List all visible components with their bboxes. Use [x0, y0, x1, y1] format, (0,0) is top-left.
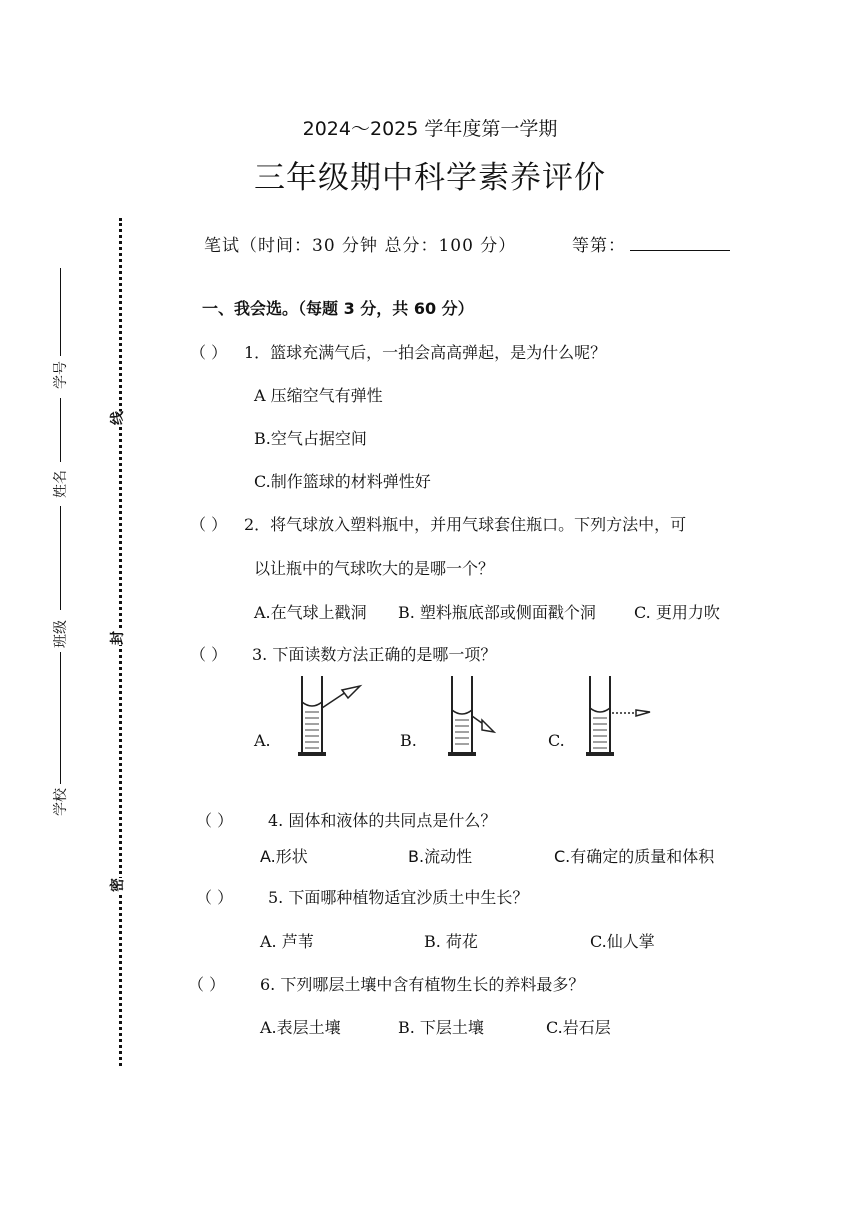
q1-option-a[interactable]: A 压缩空气有弹性 — [254, 386, 383, 405]
seal-char-feng: 封 — [105, 631, 129, 645]
cylinder-figure-c — [584, 670, 664, 760]
class-blank[interactable] — [60, 506, 61, 610]
q2-option-a[interactable]: A.在气球上戳洞 — [254, 603, 367, 622]
answer-paren-q3[interactable]: （ ） — [190, 645, 228, 664]
term-title: 2024～2025 学年度第一学期 — [302, 118, 558, 140]
q6-option-a[interactable]: A.表层土壤 — [260, 1018, 341, 1037]
student-id-label: 学号 — [53, 361, 69, 389]
q5-option-a[interactable]: A. 芦苇 — [260, 932, 314, 951]
seal-char-mi: 密 — [105, 878, 129, 892]
q2-option-c[interactable]: C. 更用力吹 — [634, 603, 720, 622]
school-blank[interactable] — [60, 652, 61, 784]
q3-option-a[interactable]: A. — [254, 731, 271, 750]
cylinder-figure-a — [296, 670, 366, 760]
name-label: 姓名 — [53, 470, 69, 498]
answer-paren-q5[interactable]: （ ） — [196, 888, 234, 907]
question-5-stem: 5. 下面哪种植物适宜沙质土中生长？ — [268, 888, 529, 907]
q6-option-c[interactable]: C.岩石层 — [546, 1018, 611, 1037]
answer-paren-q1[interactable]: （ ） — [190, 343, 228, 362]
question-4-stem: 4. 固体和液体的共同点是什么？ — [268, 811, 497, 830]
school-label: 学校 — [53, 788, 69, 816]
grade-blank[interactable] — [630, 250, 730, 251]
question-1-stem: 1．篮球充满气后，一拍会高高弹起，是为什么呢？ — [244, 343, 607, 362]
exam-title: 三年级期中科学素养评价 — [254, 160, 606, 196]
class-label: 班级 — [53, 620, 69, 648]
answer-paren-q4[interactable]: （ ） — [196, 811, 234, 830]
q4-option-a[interactable]: A.形状 — [260, 847, 308, 866]
grade-label: 等第： — [572, 236, 626, 256]
q4-option-b[interactable]: B.流动性 — [408, 847, 473, 866]
exam-info: 笔试（时间：30 分钟 总分：100 分） — [204, 236, 517, 256]
q3-option-b[interactable]: B. — [400, 731, 417, 750]
section-heading: 一、我会选。（每题 3 分，共 60 分） — [202, 299, 474, 318]
question-2-stem: 2．将气球放入塑料瓶中，并用气球套住瓶口。下列方法中，可 — [244, 515, 687, 534]
question-6-stem: 6. 下列哪层土壤中含有植物生长的养料最多？ — [260, 975, 585, 994]
q2-option-b[interactable]: B. 塑料瓶底部或侧面戳个洞 — [398, 603, 596, 622]
q3-option-c[interactable]: C. — [548, 731, 565, 750]
question-3-stem: 3. 下面读数方法正确的是哪一项？ — [252, 645, 497, 664]
student-id-blank[interactable] — [60, 268, 61, 356]
seal-char-xian: 线 — [105, 411, 129, 425]
q6-option-b[interactable]: B. 下层土壤 — [398, 1018, 484, 1037]
question-2-stem-cont: 以让瓶中的气球吹大的是哪一个？ — [254, 559, 495, 578]
cylinder-figure-b — [446, 670, 516, 760]
q1-option-c[interactable]: C.制作篮球的材料弹性好 — [254, 472, 431, 491]
q5-option-c[interactable]: C.仙人掌 — [590, 932, 655, 951]
name-blank-upper[interactable] — [60, 398, 61, 462]
answer-paren-q6[interactable]: （ ） — [188, 975, 226, 994]
q4-option-c[interactable]: C.有确定的质量和体积 — [554, 847, 715, 866]
q1-option-b[interactable]: B.空气占据空间 — [254, 429, 367, 448]
answer-paren-q2[interactable]: （ ） — [190, 515, 228, 534]
q5-option-b[interactable]: B. 荷花 — [424, 932, 478, 951]
